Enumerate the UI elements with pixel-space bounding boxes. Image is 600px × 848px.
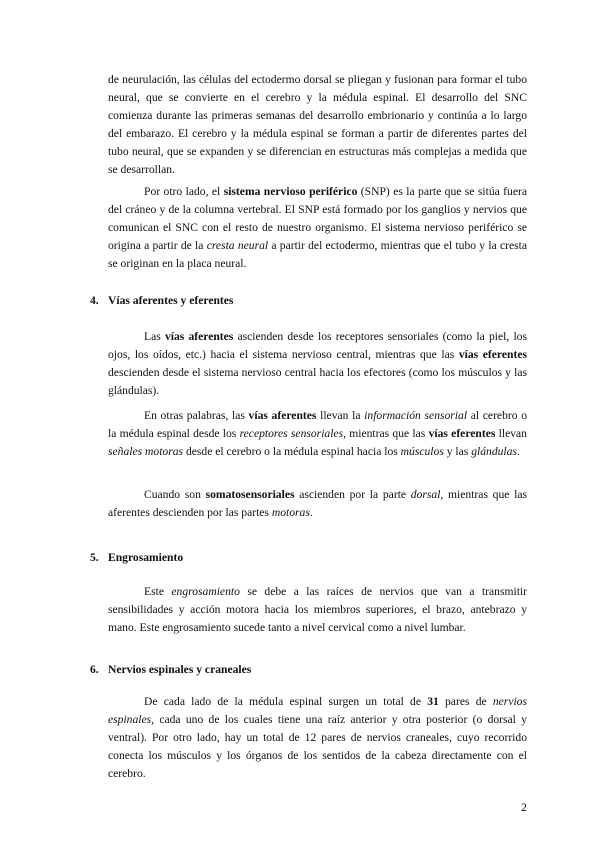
text-run: se debe a las raíces de nervios que van a transmitir sensibilidades y acción motora hacia los miembros superiores, el brazo, antebrazo y mano. Este engrosamiento sucede tanto a nivel cervical como a nivel lumbar. xyxy=(108,585,528,634)
italic-term: señales motoras xyxy=(108,445,184,458)
text-run: Por otro lado, el xyxy=(144,185,224,198)
section-number: 5. xyxy=(90,551,99,564)
bold-term: sistema nervioso periférico xyxy=(223,185,358,198)
section-heading-6 xyxy=(90,663,251,676)
text-run: . xyxy=(516,445,520,458)
italic-term: motoras xyxy=(271,506,310,519)
italic-term: cresta neural xyxy=(206,239,269,252)
text-run: En otras palabras, las xyxy=(144,409,249,422)
bold-term: vías eferentes xyxy=(458,348,527,361)
text-run: desde el cerebro o la médula espinal hacia los xyxy=(183,445,401,458)
italic-term: músculos xyxy=(400,445,444,458)
italic-term: dorsal xyxy=(410,488,441,501)
text-run: al cerebro o la médula espinal desde los xyxy=(108,409,528,440)
text-run: Cuando son xyxy=(144,488,206,501)
italic-term: nervios espinales, xyxy=(108,695,527,726)
section-number: 6. xyxy=(90,663,99,676)
text-run: llevan la xyxy=(316,409,365,422)
text-run: , mientras que las aferentes descienden por las partes xyxy=(108,488,528,519)
paragraph-thickening xyxy=(108,583,527,637)
text-run: a partir del ectodermo, mientras que el tubo y la cresta se originan en la placa neural. xyxy=(108,239,527,270)
paragraph-spinal-cranial-nerves xyxy=(108,693,527,783)
text-run: De cada lado de la médula espinal surgen un total de xyxy=(144,695,428,708)
text-run: ascienden por la parte xyxy=(294,488,411,501)
italic-term: información sensorial xyxy=(364,409,468,422)
italic-term: receptores sensoriales, xyxy=(239,427,346,440)
text-run: . xyxy=(309,506,313,519)
paragraph-text: de neurulación, las células del ectodermo dorsal se pliegan y fusionan para formar el tubo neural, que se convierte en el cerebro y la médula espinal. El desarrollo del SNC comienza durante las primeras semanas del desarrollo embrionario y continúa a lo largo del embarazo. El cerebro y la médula espinal se forman a partir de diferentes partes del tubo neural, que se expanden y se diferencian en estructuras más complejas a medida que se desarrollan. xyxy=(108,73,527,176)
paragraph-somatosensory xyxy=(108,486,527,522)
bold-term: somatosensoriales xyxy=(205,488,295,501)
text-run: llevan xyxy=(495,427,527,440)
section-title: Vías aferentes y eferentes xyxy=(108,294,234,307)
italic-term: glándulas xyxy=(471,445,517,458)
section-title: Nervios espinales y craneales xyxy=(108,663,252,676)
text-run: mientras que las xyxy=(345,427,429,440)
italic-term: engrosamiento xyxy=(171,585,240,598)
section-title: Engrosamiento xyxy=(108,551,184,564)
text-run: (SNP) es la parte que se sitúa fuera del cráneo y de la columna vertebral. El SNP está formado por los ganglios y nervios que comunican el SNC con el resto de nuestro organismo. El sistema nervioso periférico se origina a partir de la xyxy=(108,185,527,252)
paragraph-snp xyxy=(108,183,527,273)
paragraph-neurulation xyxy=(108,71,527,179)
page-number: 2 xyxy=(521,800,527,814)
text-run: pares de xyxy=(438,695,493,708)
bold-term: vías aferentes xyxy=(248,409,317,422)
text-run: Las xyxy=(144,330,165,343)
bold-term: vías aferentes xyxy=(164,330,234,343)
paragraph-afferent-efferent xyxy=(108,328,527,400)
text-run: cada uno de los cuales tiene una raíz anterior y otra posterior (o dorsal y ventral). Por otro lado, hay un total de 12 pares de nervios craneales, cuyo recorrido conecta los músculos y los órganos de los sentidos de la cabeza directamente con el cerebro. xyxy=(108,713,527,780)
bold-term: 31 xyxy=(427,695,439,708)
text-run: Este xyxy=(144,585,172,598)
text-run: y las xyxy=(443,445,472,458)
text-run: descienden desde el sistema nervioso central hacia los efectores (como los músculos y las glándulas). xyxy=(108,366,527,397)
section-heading-5 xyxy=(90,551,183,564)
section-number: 4. xyxy=(90,294,99,307)
text-run: ascienden desde los receptores sensoriales (como la piel, los ojos, los oídos, etc.) hacia el sistema nervioso central, mientras que las xyxy=(108,330,527,361)
paragraph-other-words xyxy=(108,407,527,461)
section-heading-4 xyxy=(90,294,233,307)
bold-term: vías eferentes xyxy=(428,427,496,440)
